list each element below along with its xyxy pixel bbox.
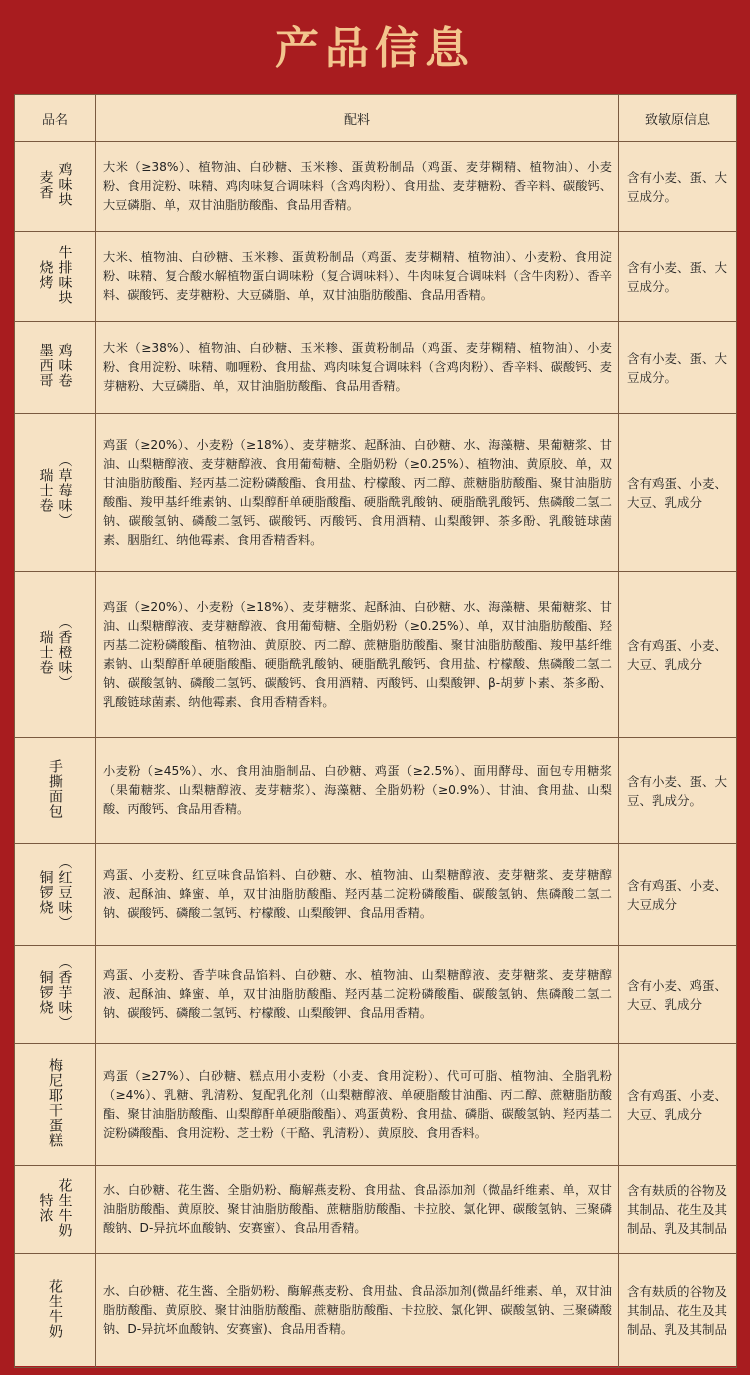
table-row xyxy=(15,1044,737,1166)
product-name-cell xyxy=(15,232,96,322)
ingredients-cell: 鸡蛋（≥20%）、小麦粉（≥18%）、麦芽糖浆、起酥油、白砂糖、水、海藻糖、果葡糖浆、甘油、山梨糖醇液、麦芽糖醇液、食用葡萄糖、全脂奶粉（≥0.25%）、单，双甘油脂肪酸酯、羟丙基二淀粉磷酸酯、植物油、黄原胶、丙二醇、蔗糖脂肪酸酯、聚甘油脂肪酸酯、羧甲基纤维素钠、山梨醇酐单硬脂酸酯、硬脂酰乳酸钠、硬脂酰乳酸钙、食用盐、柠檬酸、焦磷酸二氢二钠、碳酸氢钠、磷酸二氢钙、碳酸钙、食用酒精、丙酸钙、山梨酸钾、β-胡萝卜素、茶多酚、乳酸链球菌素、纳他霉素、食用香精香料。 xyxy=(96,572,619,738)
product-name-line: 瑞士卷 xyxy=(37,468,54,513)
product-name-cell xyxy=(15,844,96,946)
product-name-line: 梅尼耶干蛋糕 xyxy=(47,1057,63,1148)
table-row xyxy=(15,572,737,738)
table-row xyxy=(15,232,737,322)
product-name-cell xyxy=(15,414,96,572)
header-ingredients: 配料 xyxy=(96,95,619,142)
product-name-line: 麦香 xyxy=(37,169,54,200)
ingredients-cell: 水、白砂糖、花生酱、全脂奶粉、酶解燕麦粉、食用盐、食品添加剂(微晶纤维素、单，双甘油脂肪酸酯、黄原胶、聚甘油脂肪酸酯、蔗糖脂肪酸酯、卡拉胶、氯化钾、碳酸氢钠、三聚磷酸钠、D-异抗坏血酸钠、安赛蜜)、食品用香精。 xyxy=(96,1254,619,1368)
allergen-cell: 含有鸡蛋、小麦、大豆、乳成分 xyxy=(619,572,737,738)
table-row xyxy=(15,322,737,414)
allergen-cell: 含有小麦、蛋、大豆成分。 xyxy=(619,142,737,232)
ingredients-cell: 小麦粉（≥45%）、水、食用油脂制品、白砂糖、鸡蛋（≥2.5%）、面用酵母、面包专用糖浆（果葡糖浆、山梨糖醇液、麦芽糖浆）、海藻糖、全脂奶粉（≥0.9%）、甘油、食用盐、山梨酸、丙酸钙、食品用香精。 xyxy=(96,738,619,844)
allergen-cell: 含有鸡蛋、小麦、大豆、乳成分 xyxy=(619,414,737,572)
product-name-line: （草莓味） xyxy=(56,453,73,528)
product-name-line: 墨西哥 xyxy=(37,343,54,388)
product-name-line: 铜锣烧 xyxy=(37,870,54,915)
product-name-cell xyxy=(15,322,96,414)
ingredients-cell: 大米、植物油、白砂糖、玉米糁、蛋黄粉制品（鸡蛋、麦芽糊精、植物油）、小麦粉、食用淀粉、味精、复合酸水解植物蛋白调味粉（复合调味料）、牛肉味复合调味料（含牛肉粉）、香辛料、碳酸钙、麦芽糖粉、大豆磷脂、单，双甘油脂肪酸酯、食品用香精。 xyxy=(96,232,619,322)
product-name-cell xyxy=(15,946,96,1044)
product-table xyxy=(14,94,737,1368)
product-name-line: （香橙味） xyxy=(56,615,73,690)
ingredients-cell: 大米（≥38%）、植物油、白砂糖、玉米糁、蛋黄粉制品（鸡蛋、麦芽糊精、植物油）、小麦粉、食用淀粉、味精、咖喱粉、食用盐、鸡肉味复合调味料（含鸡肉粉）、香辛料、碳酸钙、麦芽糖粉、大豆磷脂、单，双甘油脂肪酸酯、食品用香精。 xyxy=(96,322,619,414)
product-name-line: （红豆味） xyxy=(56,855,73,930)
allergen-cell: 含有鸡蛋、小麦、大豆成分 xyxy=(619,844,737,946)
allergen-cell: 含有鸡蛋、小麦、大豆、乳成分 xyxy=(619,1044,737,1166)
product-name-line: 特浓 xyxy=(37,1192,54,1223)
product-name-line: 鸡味卷 xyxy=(56,343,73,388)
allergen-cell: 含有麸质的谷物及其制品、花生及其制品、乳及其制品 xyxy=(619,1254,737,1368)
ingredients-cell: 鸡蛋（≥27%）、白砂糖、糕点用小麦粉（小麦、食用淀粉）、代可可脂、植物油、全脂乳粉（≥4%）、乳糖、乳清粉、复配乳化剂（山梨糖醇液、单硬脂酸甘油酯、丙二醇、蔗糖脂肪酸酯、聚甘油脂肪酸酯、山梨醇酐单硬脂酸酯）、鸡蛋黄粉、食用盐、磷脂、碳酸氢钠、羟丙基二淀粉磷酸酯、食用淀粉、芝士粉（干酪、乳清粉）、黄原胶、食用香料。 xyxy=(96,1044,619,1166)
table-row xyxy=(15,142,737,232)
product-name-cell xyxy=(15,1044,96,1166)
ingredients-cell: 鸡蛋（≥20%）、小麦粉（≥18%）、麦芽糖浆、起酥油、白砂糖、水、海藻糖、果葡糖浆、甘油、山梨糖醇液、麦芽糖醇液、食用葡萄糖、全脂奶粉（≥0.25%）、植物油、黄原胶、单，双甘油脂肪酸酯、羟丙基二淀粉磷酸酯、食用盐、柠檬酸、丙二醇、蔗糖脂肪酸酯、聚甘油脂肪酸酯、羧甲基纤维素钠、山梨醇酐单硬脂酸酯、硬脂酰乳酸钠、硬脂酰乳酸钙、焦磷酸二氢二钠、碳酸氢钠、磷酸二氢钙、碳酸钙、丙酸钙、食用酒精、山梨酸钾、茶多酚、乳酸链球菌素、胭脂红、纳他霉素、食用香精香料。 xyxy=(96,414,619,572)
allergen-cell: 含有麸质的谷物及其制品、花生及其制品、乳及其制品 xyxy=(619,1166,737,1254)
allergen-cell: 含有小麦、鸡蛋、大豆、乳成分 xyxy=(619,946,737,1044)
table-row xyxy=(15,1166,737,1254)
header-allergen: 致敏原信息 xyxy=(619,95,737,142)
page-title: 产品信息 xyxy=(275,23,475,74)
header-name: 品名 xyxy=(15,95,96,142)
allergen-cell: 含有小麦、蛋、大豆成分。 xyxy=(619,232,737,322)
product-name-line: 花生牛奶 xyxy=(47,1278,63,1339)
table-row xyxy=(15,844,737,946)
ingredients-cell: 鸡蛋、小麦粉、香芋味食品馅料、白砂糖、水、植物油、山梨糖醇液、麦芽糖浆、麦芽糖醇液、起酥油、蜂蜜、单，双甘油脂肪酸酯、羟丙基二淀粉磷酸酯、碳酸氢钠、焦磷酸二氢二钠、碳酸钙、磷酸二氢钙、柠檬酸、山梨酸钾、食品用香精。 xyxy=(96,946,619,1044)
product-name-line: （香芋味） xyxy=(56,955,73,1030)
product-name-cell xyxy=(15,572,96,738)
product-name-cell xyxy=(15,1254,96,1368)
product-name-line: 手撕面包 xyxy=(47,758,63,819)
table-row xyxy=(15,1254,737,1368)
table-row xyxy=(15,738,737,844)
allergen-cell: 含有小麦、蛋、大豆成分。 xyxy=(619,322,737,414)
product-name-line: 烧烤 xyxy=(37,259,54,290)
product-name-line: 鸡味块 xyxy=(56,162,73,207)
product-name-cell xyxy=(15,1166,96,1254)
product-table-container xyxy=(14,94,736,1366)
table-header-row xyxy=(15,95,737,142)
product-name-line: 牛排味块 xyxy=(56,244,73,305)
table-row xyxy=(15,946,737,1044)
product-name-line: 瑞士卷 xyxy=(37,630,54,675)
ingredients-cell: 水、白砂糖、花生酱、全脂奶粉、酶解燕麦粉、食用盐、食品添加剂（微晶纤维素、单，双甘油脂肪酸酯、黄原胶、聚甘油脂肪酸酯、蔗糖脂肪酸酯、卡拉胶、氯化钾、碳酸氢钠、三聚磷酸钠、D-异抗坏血酸钠、安赛蜜）、食品用香精。 xyxy=(96,1166,619,1254)
product-name-line: 花生牛奶 xyxy=(56,1177,73,1238)
table-row xyxy=(15,414,737,572)
ingredients-cell: 鸡蛋、小麦粉、红豆味食品馅料、白砂糖、水、植物油、山梨糖醇液、麦芽糖浆、麦芽糖醇液、起酥油、蜂蜜、单，双甘油脂肪酸酯、羟丙基二淀粉磷酸酯、碳酸氢钠、焦磷酸二氢二钠、碳酸钙、磷酸二氢钙、柠檬酸、山梨酸钾、食品用香精。 xyxy=(96,844,619,946)
allergen-cell: 含有小麦、蛋、大豆、乳成分。 xyxy=(619,738,737,844)
ingredients-cell: 大米（≥38%）、植物油、白砂糖、玉米糁、蛋黄粉制品（鸡蛋、麦芽糊精、植物油）、小麦粉、食用淀粉、味精、鸡肉味复合调味料（含鸡肉粉）、食用盐、麦芽糖粉、香辛料、碳酸钙、大豆磷脂、单，双甘油脂肪酸酯、食品用香精。 xyxy=(96,142,619,232)
product-name-cell xyxy=(15,738,96,844)
product-name-line: 铜锣烧 xyxy=(37,970,54,1015)
product-name-cell xyxy=(15,142,96,232)
